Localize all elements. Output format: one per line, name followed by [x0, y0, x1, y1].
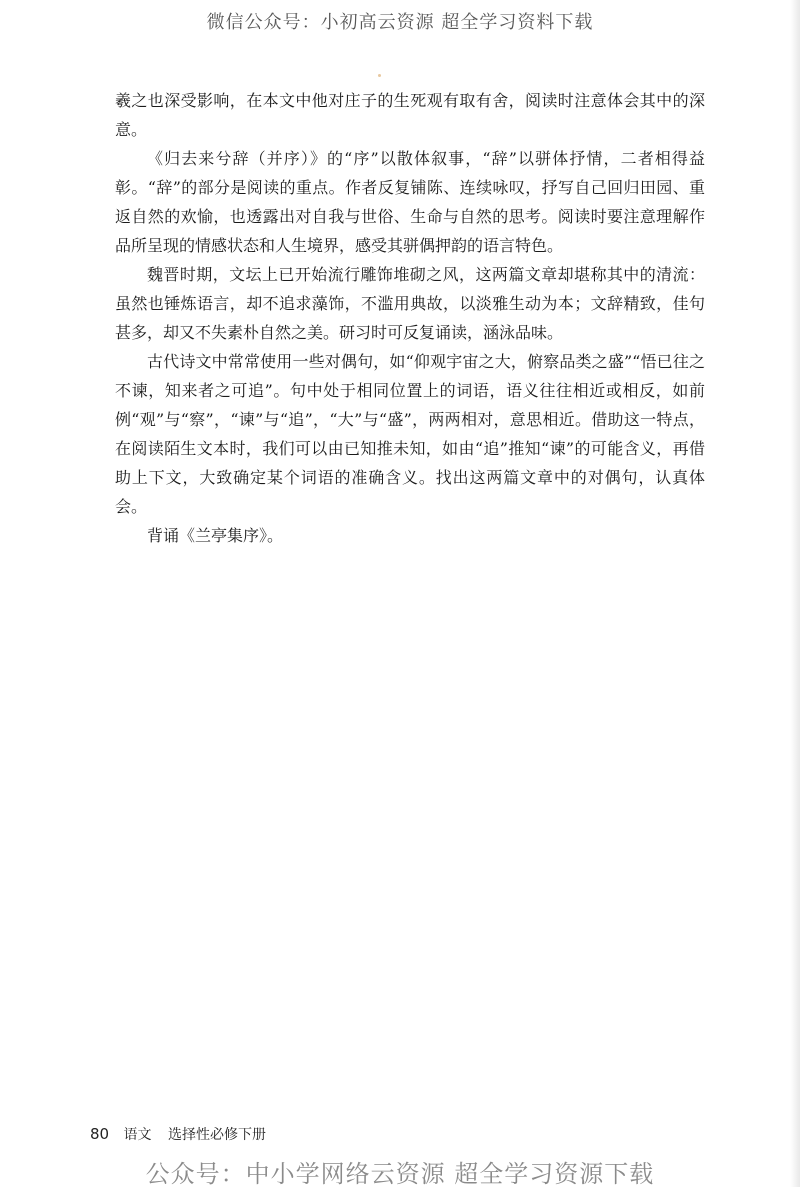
top-watermark-banner: 微信公众号：小初高云资源 超全学习资料下载: [206, 12, 594, 33]
page-footer: [90, 1124, 266, 1144]
paragraph-weijin: 魏晋时期，文坛上已开始流行雕饰堆砌之风，这两篇文章却堪称其中的清流：虽然也锤炼语言，却不追求藻饰，不滥用典故，以淡雅生动为本；文辞精致，佳句甚多，却又不失素朴自然之美。研习时可反复诵读，涵泳品味。: [115, 265, 705, 342]
page-number: 80: [90, 1125, 110, 1143]
book-volume: 选择性必修下册: [168, 1127, 266, 1143]
paragraph-duiou: 古代诗文中常常使用一些对偶句，如“仰观宇宙之大，俯察品类之盛”“悟已往之不谏，知来者之可追”。句中处于相同位置上的词语，语义往往相近或相反，如前例“观”与“察”，“谏”与“追”，“大”与“盛”，两两相对，意思相近。借助这一特点，在阅读陌生文本时，我们可以由已知推未知，如由“追”推知“谏”的可能含义，再借助上下文，大致确定某个词语的准确含义。找出这两篇文章中的对偶句，认真体会。: [115, 352, 705, 516]
ink-speck: [378, 74, 381, 77]
bottom-watermark-banner: 公众号：中小学网络云资源 超全学习资源下载: [145, 1160, 655, 1188]
paragraph-continuation: 羲之也深受影响，在本文中他对庄子的生死观有取有舍，阅读时注意体会其中的深意。: [115, 91, 705, 139]
paragraph-guiqulai: 《归去来兮辞（并序）》的“序”以散体叙事，“辞”以骈体抒情，二者相得益彰。“辞”的部分是阅读的重点。作者反复铺陈、连续咏叹，抒写自己回归田园、重返自然的欢愉，也透露出对自我与世俗、生命与自然的思考。阅读时要注意理解作品所呈现的情感状态和人生境界，感受其骈偶押韵的语言特色。: [115, 149, 705, 255]
page-edge-shadow: [790, 0, 800, 1187]
book-subject: 语文: [123, 1127, 152, 1143]
paragraph-recite: 背诵《兰亭集序》。: [147, 526, 284, 545]
body-text: [115, 86, 705, 550]
